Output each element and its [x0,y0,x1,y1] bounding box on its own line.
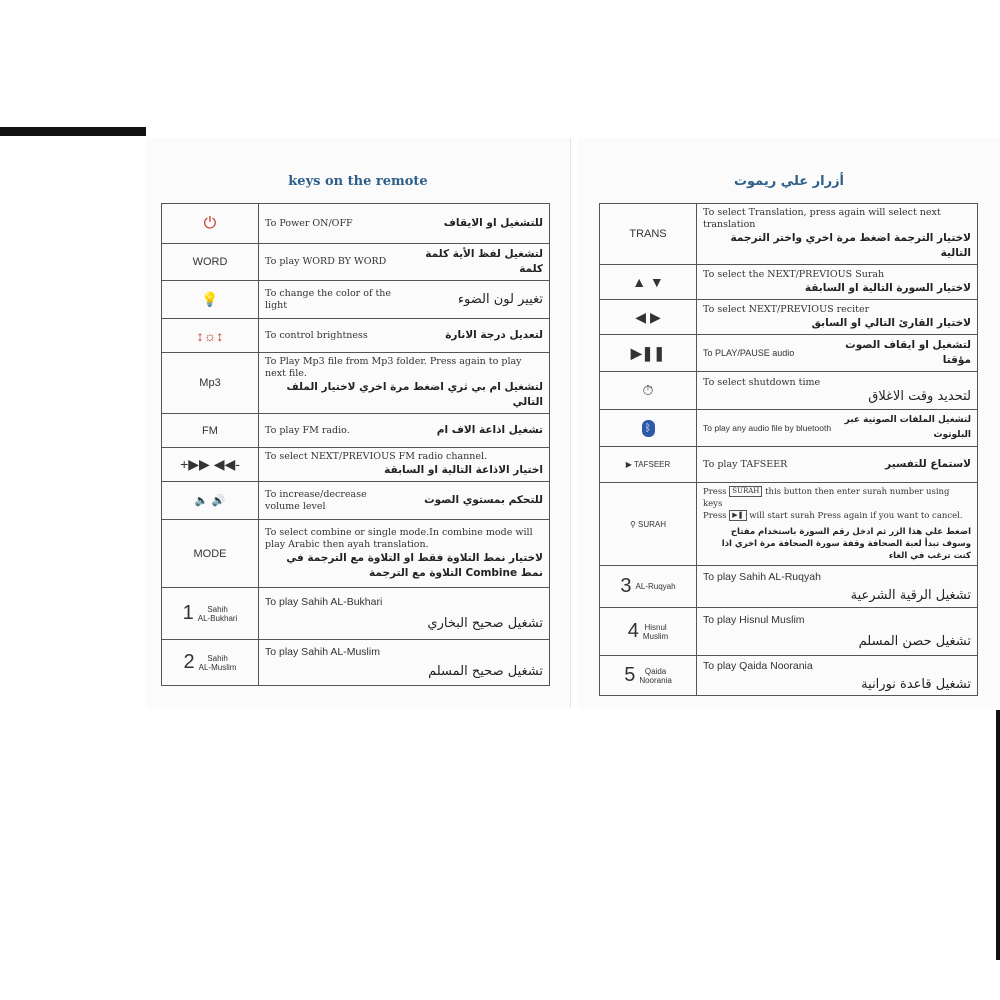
key-cell: MODE [162,520,259,588]
right-page [578,138,1000,708]
key-cell: 2 Sahih AL-Muslim [162,640,259,686]
key-cell: Mp3 [162,353,259,414]
table-row: 3 AL-Ruqyah To play Sahih AL-Ruqyah تشغيل الرقية الشرعية [600,566,978,608]
shutdown-timer-icon: ⏱ [642,382,654,398]
scan-edge-bar [0,127,146,136]
table-row: 💡 To change the color of the light تغيير لون الضوء [162,281,550,319]
right-keys-table [599,203,978,696]
scan-edge-side [996,710,1000,960]
key-cell: +▶▶ ◀◀- [162,448,259,482]
power-icon: ⏻ [203,214,217,232]
surah-key-icon: SURAH [729,486,762,497]
table-row: FM To play FM radio. تشغيل اذاعة الاف ام [162,414,550,448]
left-page-title: keys on the remote [288,174,428,189]
table-row: ⏱ To select shutdown time لتحديد وقت الاغلاق [600,372,978,410]
key-cell: ◀ ▶ [600,300,697,335]
table-row: 2 Sahih AL-Muslim To play Sahih AL-Muslim تشغيل صحيح المسلم [162,640,550,686]
table-row: +▶▶ ◀◀- To select NEXT/PREVIOUS FM radio channel. اختيار الاذاعة التالية او السابقة [162,448,550,482]
key-cell: ▶❚❚ [600,335,697,372]
table-row: ᛒ To play any audio file by bluetooth لتشغيل الملفات الصوتية عبر البلوتوث [600,410,978,447]
key-cell: ⚲ SURAH [600,483,697,566]
left-keys-table [161,203,550,686]
key-cell: 🔈 🔊 [162,482,259,520]
key-cell: FM [162,414,259,448]
right-page-title: أزرار علي ريموت [733,174,845,189]
table-row: ↕☼↕ To control brightness لتعديل درجة الانارة [162,319,550,353]
key-cell: WORD [162,244,259,281]
key-cell: TRANS [600,204,697,265]
key-cell [162,204,259,244]
table-row: 5 Qaida Noorania To play Qaida Noorania تشغيل قاعدة نورانية [600,656,978,696]
bluetooth-icon: ᛒ [642,420,655,437]
key-cell: 1 Sahih AL-Bukhari [162,588,259,640]
table-row: ⚲ SURAH Press SURAH this button then enter surah number using keys Press ▶❚ will start surah Press again if you want to cancel. اضغط علي هذا الزر ثم ادخل رقم السورة باستخدام مفتاح وسوف تبدأ لعبة الصحافة وقفة سورة الصحافة مرة اخري اذا كنت ترغب في الغاء [600,483,978,566]
key-cell: 4 Hisnul Muslim [600,608,697,656]
table-row: Mp3 To Play Mp3 file from Mp3 folder. Press again to play next file. لتشغيل ام بي ثري اضغط مرة اخري لاختيار الملف التالي [162,353,550,414]
table-row: TRANS To select Translation, press again will select next translation لاختيار الترجمة اضغط مرة اخري واختر الترجمة التالية [600,204,978,265]
play-key-icon: ▶❚ [729,510,746,521]
key-cell: ▲ ▼ [600,265,697,300]
table-row: WORD To play WORD BY WORD لتشغيل لفظ الأية كلمة كلمة [162,244,550,281]
table-row: ◀ ▶ To select NEXT/PREVIOUS reciter لاختيار القارئ التالي او السابق [600,300,978,335]
table-row: 🔈 🔊 To increase/decrease volume level للتحكم بمستوي الصوت [162,482,550,520]
key-cell [162,281,259,319]
key-cell [600,410,697,447]
table-row: MODE To select combine or single mode.In combine mode will play Arabic then ayah translation. لاختيار نمط التلاوة فقط او التلاوة مع الترجمة في نمط Combine التلاوة مع الترجمة [162,520,550,588]
left-page [146,138,570,708]
key-cell: 3 AL-Ruqyah [600,566,697,608]
key-cell: ▶ TAFSEER [600,447,697,483]
light-icon: 💡 [201,291,219,307]
table-row: ▶ TAFSEER To play TAFSEER لاستماع للتفسير [600,447,978,483]
brightness-icon: ↕☼↕ [196,327,224,344]
key-cell: 5 Qaida Noorania [600,656,697,696]
table-row: ▶❚❚ To PLAY/PAUSE audio لتشغيل او ايقاف الصوت مؤقتا [600,335,978,372]
table-row: ▲ ▼ To select the NEXT/PREVIOUS Surah لاختيار السورة التالية او السابقة [600,265,978,300]
table-row: 1 Sahih AL-Bukhari To play Sahih AL-Bukhari تشغيل صحيح البخاري [162,588,550,640]
table-row: ⏻ To Power ON/OFF للتشغيل او الايقاف [162,204,550,244]
key-cell [600,372,697,410]
table-row: 4 Hisnul Muslim To play Hisnul Muslim تشغيل حصن المسلم [600,608,978,656]
key-cell [162,319,259,353]
